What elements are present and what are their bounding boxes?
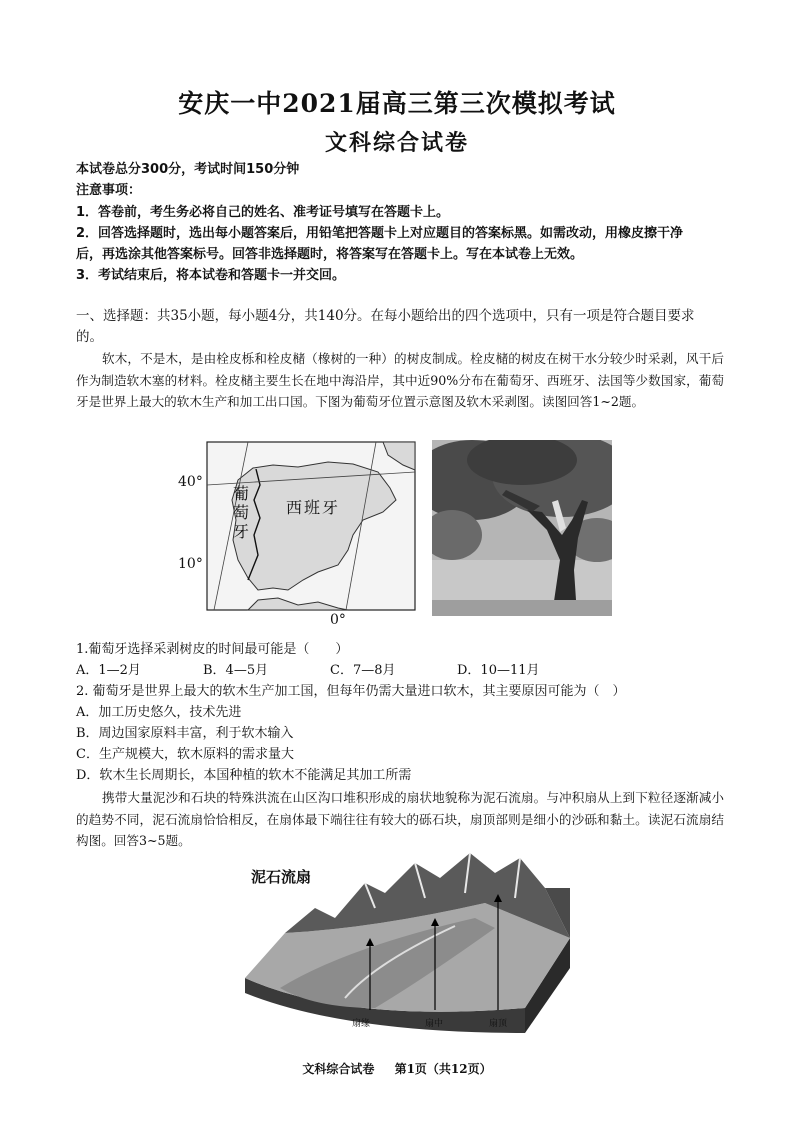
exam-title: 安庆一中2021届高三第三次模拟考试 [178,89,616,118]
passage-cork: 软木，不是木，是由栓皮栎和栓皮槠（橡树的一种）的树皮制成。栓皮槠的树皮在树干水分较少时采剥，风干后作为制造软木塞的材料。栓皮槠主要生长在地中海沿岸，其中近90%分布在葡萄牙、西班牙、法国等少数国家，葡萄牙是世界上最大的软木生产和加工出口国。下图为葡萄牙位置示意图及软木采剥图。读图回答1~2题。 [76,351,724,409]
notice-2a: 2．回答选择题时，选出每小题答案后，用铅笔把答题卡上对应题目的答案标黑。如需改动，用橡皮擦干净 [76,226,684,241]
q2-option-c[interactable]: C．生产规模大，软木原料的需求量大 [76,747,294,762]
q2-option-d[interactable]: D．软木生长周期长，本国种植的软木不能满足其加工所需 [76,768,412,783]
q1-stem: 1.葡萄牙选择采剥树皮的时间最可能是（ ） [76,642,349,657]
page-footer [0,1060,794,1077]
q1-options [76,661,584,681]
q2-stem: 2. 葡萄牙是世界上最大的软木生产加工国，但每年仍需大量进口软木，其主要原因可能为（ ） [76,684,626,699]
q1-option-d[interactable]: D．10—11月 [457,663,540,678]
q1-option-c[interactable]: C．7—8月 [330,663,396,678]
q2-option-a[interactable]: A．加工历史悠久，技术先进 [76,705,242,720]
lat-10-label: 10° [178,556,203,572]
portugal-label: 葡 萄 牙 [233,484,250,541]
notice-3: 3．考试结束后，将本试卷和答题卡一并交回。 [76,268,346,283]
section-heading-a: 一、选择题：共35小题，每小题4分，共140分。在每小题给出的四个选项中，只有一项是符合题目要求 [76,308,695,324]
fan-edge-label: 扇缘 [352,1019,371,1029]
fan-middle-label: 扇中 [425,1019,444,1029]
passage-debris-fan: 携带大量泥沙和石块的特殊洪流在山区沟口堆积形成的扇状地貌称为泥石流扇。与冲积扇从上到下粒径逐渐减小的趋势不同，泥石流扇恰恰相反，在扇体最下端往往有较大的砾石块，扇顶部则是细小的沙砾和黏土。读泥石流扇结构图。回答3~5题。 [76,790,724,848]
q1-option-a[interactable]: A．1—2月 [76,663,141,678]
exam-subtitle: 文科综合试卷 [324,130,469,156]
q1-option-b[interactable]: B．4—5月 [203,663,269,678]
spain-label: 西班牙 [286,498,341,517]
q2-option-b[interactable]: B．周边国家原料丰富，利于软木输入 [76,726,294,741]
score-time: 本试卷总分300分，考试时间150分钟 [76,162,300,177]
fan-title: 泥石流扇 [251,868,312,886]
notice-title: 注意事项： [76,183,142,198]
footer-page: 第1页（共12页） [394,1062,492,1076]
fan-top-label: 扇顶 [489,1019,508,1029]
footer-subject: 文科综合试卷 [302,1062,375,1076]
debris-fan-diagram [225,848,575,1033]
section-heading-b: 的。 [76,329,103,345]
lat-40-label: 40° [178,474,203,490]
notice-1: 1．答卷前，考生务必将自己的姓名、准考证号填写在答题卡上。 [76,205,450,220]
portugal-map [178,440,418,630]
cork-tree-photo [432,440,612,616]
notice-2b: 后，再选涂其他答案标号。回答非选择题时，将答案写在答题卡上。写在本试卷上无效。 [76,247,584,262]
lon-0-label: 0° [330,612,346,628]
